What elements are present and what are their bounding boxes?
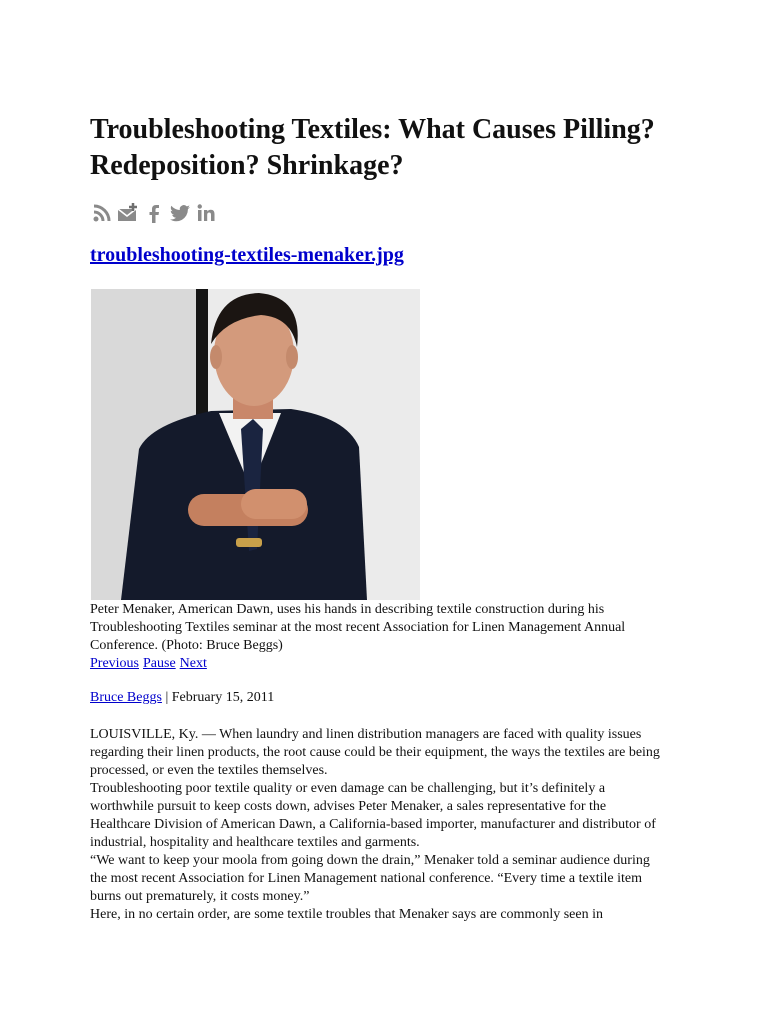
publish-date: February 15, 2011 <box>171 690 275 705</box>
paragraph: “We want to keep your moola from going down the drain,” Menaker told a seminar audience during the most recent Association for Linen Management national conference. “Every time a textile item burns out prematurely, it costs money.” <box>90 853 650 904</box>
slideshow-controls <box>90 655 211 673</box>
paragraph: Troubleshooting poor textile quality or even damage can be challenging, but it’s definitely a worthwhile pursuit to keep costs down, advises Peter Menaker, a sales representative for the Healthcare Division of American Dawn, a California-based importer, manufacturer and distributor of industrial, hospitality and healthcare textiles and garments. <box>90 781 656 850</box>
speaker-photo-illustration <box>91 289 420 600</box>
article-body <box>90 726 670 924</box>
linkedin-icon[interactable] <box>194 201 218 225</box>
byline-separator: | <box>165 690 169 705</box>
image-file-link[interactable]: troubleshooting-textiles-menaker.jpg <box>90 244 404 266</box>
facebook-icon[interactable] <box>142 201 166 225</box>
rss-icon[interactable] <box>90 201 114 225</box>
pause-link[interactable]: Pause <box>143 656 176 671</box>
paragraph: LOUISVILLE, Ky. — When laundry and linen distribution managers are faced with quality issues regarding their linen products, the root cause could be their equipment, the ways the textiles are being processed, or even the textiles themselves. <box>90 727 660 778</box>
next-link[interactable]: Next <box>179 656 207 671</box>
author-link[interactable]: Bruce Beggs <box>90 690 162 705</box>
twitter-icon[interactable] <box>168 201 192 225</box>
article-title: Troubleshooting Textiles: What Causes Pilling? Redeposition? Shrinkage? <box>90 114 655 181</box>
share-bar <box>90 200 218 226</box>
email-icon[interactable] <box>116 201 140 225</box>
speaker-photo <box>91 289 420 600</box>
previous-link[interactable]: Previous <box>90 656 139 671</box>
photo-caption: Peter Menaker, American Dawn, uses his hands in describing textile construction during his Troubleshooting Textiles seminar at the most recent Association for Linen Management Annual Conference. (Photo: Bruce Beggs) <box>90 602 626 653</box>
byline <box>90 689 274 707</box>
paragraph: Here, in no certain order, are some textile troubles that Menaker says are commonly seen in <box>90 907 603 922</box>
